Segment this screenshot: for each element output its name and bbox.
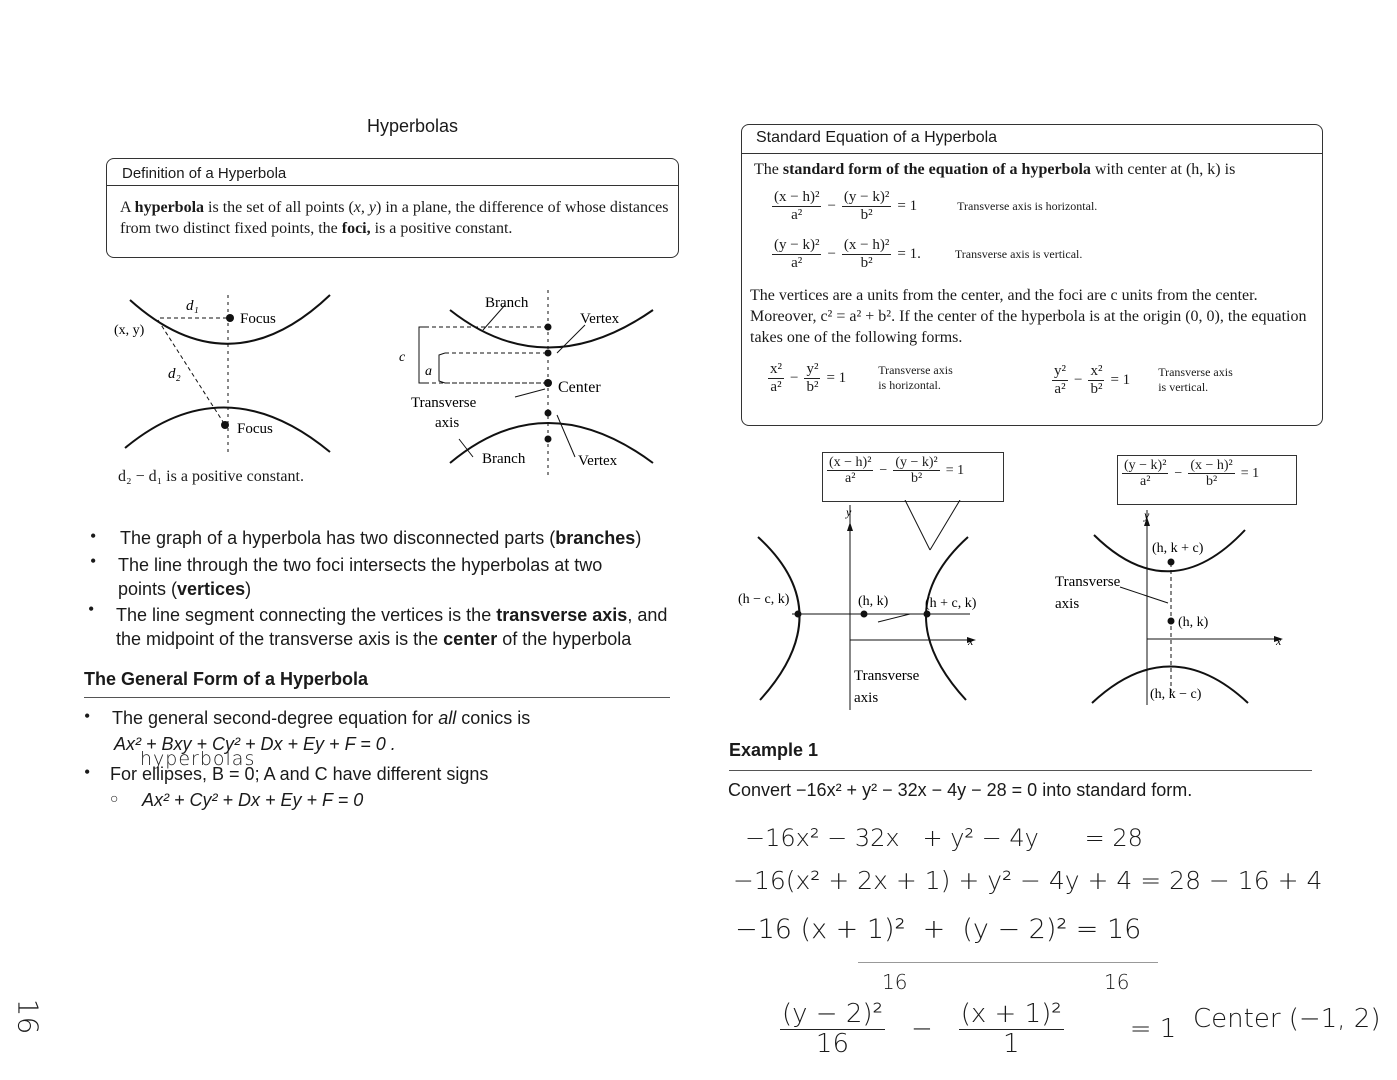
hyperbola-parts-figure — [395, 285, 665, 485]
graph1-center-point: (h, k) — [858, 594, 889, 609]
sub-bullet-circle: ○ — [110, 790, 119, 806]
fig1-caption: d₂ − d₁ is a positive constant. — [118, 468, 304, 485]
graph2-bottom-point: (h, k − c) — [1150, 687, 1202, 702]
graph2-x-label: x — [1276, 634, 1282, 648]
bullet-dot: • — [84, 706, 91, 726]
vertices-foci-text: The vertices are a units from the center, and the foci are c units from the center. Moreover, c² = a² + b². If the center of the hyperbola is at the origin (0, 0), the equation takes one of the following forms. — [750, 287, 1307, 346]
general-form-bullet-1: The general second-degree equation for all conics is — [112, 708, 531, 728]
vertex-bottom-label: Vertex — [578, 453, 618, 469]
handwritten-step-1: −16x² − 32x + y² − 4y = 28 — [745, 824, 1143, 852]
example-prompt: Convert −16x² + y² − 32x − 4y − 28 = 0 into standard form. — [728, 780, 1193, 800]
a-label: a — [425, 364, 432, 379]
standard-intro: The standard form of the equation of a hyperbola with center at (h, k) is — [754, 161, 1236, 178]
bullet-branches: The graph of a hyperbola has two disconnected parts (branches) — [120, 528, 642, 548]
bullet-dot: • — [84, 762, 91, 782]
graph1-left-point: (h − c, k) — [738, 592, 790, 607]
standard-equation-horizontal: $\frac{\text{(x − h)²}}{\text{a²}}$ − $\frac{\text{(y − k)²}}{\text{b²}}$ = 1 Transverse axis is horizontal. — [774, 189, 1098, 223]
hyperbola-general-equation: Ax² + Cy² + Dx + Ey + F = 0 — [142, 790, 364, 810]
graph1-y-label: y — [846, 505, 852, 519]
standard-equation-vertical: $\frac{\text{(y − k)²}}{\text{a²}}$ − $\frac{\text{(x − h)²}}{\text{b²}}$ = 1. Transverse axis is vertical. — [774, 237, 1083, 271]
handwritten-divisor-right: 16 — [1104, 970, 1130, 994]
divider — [84, 697, 670, 698]
graph1-axis: axis — [854, 690, 879, 706]
divider — [729, 770, 1312, 771]
graph2-center-point: (h, k) — [1178, 615, 1209, 630]
graph2-transverse: Transverse — [1055, 574, 1121, 590]
graph1-x-label: x — [968, 634, 974, 648]
graph2-equation-box: $\frac{\text{(y − k)²}}{\text{a²}}$ − $\frac{\text{(x − h)²}}{\text{b²}}$ = 1 — [1117, 455, 1297, 505]
point-label: (x, y) — [114, 323, 145, 338]
handwritten-step-3: −16 (x + 1)² + (y − 2)² = 16 — [735, 914, 1142, 945]
d1-label: d₁ — [186, 298, 199, 314]
hyperbola-definition-figure — [100, 280, 360, 480]
handwritten-step-2: −16(x² + 2x + 1) + y² − 4y + 4 = 28 − 16 + 4 — [733, 866, 1323, 895]
handwritten-center: Center (−1, 2) — [1193, 1004, 1381, 1034]
graph2-axis: axis — [1055, 596, 1080, 612]
vertex-top-label: Vertex — [580, 311, 620, 327]
page-title: Hyperbolas — [367, 116, 459, 136]
graph1-transverse: Transverse — [854, 668, 920, 684]
center-label: Center — [558, 379, 601, 396]
graph-horizontal-hyperbola — [730, 500, 1000, 715]
origin-equation-vertical: $\frac{\text{y²}}{\text{a²}}$ − $\frac{\text{x²}}{\text{b²}}$ = 1 Transverse axis is vertical. — [1054, 363, 1233, 397]
bullet-dot: • — [90, 526, 97, 546]
graph1-right-point: (h + c, k) — [925, 596, 977, 611]
example-heading: Example 1 — [729, 740, 819, 760]
handwritten-divider — [858, 962, 1158, 963]
bullet-dot: • — [88, 599, 95, 619]
transverse-label: Transverse — [411, 395, 477, 411]
bullet-vertices: The line through the two foci intersects the hyperbolas at two points (vertices) — [118, 555, 603, 599]
handwritten-divisor-left: 16 — [882, 970, 908, 994]
bullet-transverse: The line segment connecting the vertices is the transverse axis, and the midpoint of the transverse axis is the center of the hyperbola — [116, 605, 668, 649]
general-equation: Ax² + Bxy + Cy² + Dx + Ey + F = 0 . — [114, 734, 396, 754]
d2-label: d₂ — [168, 366, 181, 382]
handwritten-hyperbolas: hyperbolas — [140, 748, 256, 770]
standard-equation-box — [741, 124, 1323, 426]
handwritten-step-4: $\frac{\text{(y − 2)²}}{16}$ − $\frac{\text{(x + 1)²}}{1}$ = 1 — [782, 999, 1177, 1059]
general-form-bullet-2: For ellipses, B = 0; A and C have different signs — [110, 764, 489, 784]
bullet-dot: • — [90, 551, 97, 571]
definition-box — [106, 158, 679, 258]
focus-top-label: Focus — [240, 311, 276, 327]
standard-heading: Standard Equation of a Hyperbola — [756, 129, 998, 146]
definition-heading: Definition of a Hyperbola — [122, 165, 287, 182]
c-label: c — [399, 350, 406, 365]
axis-label: axis — [435, 415, 460, 431]
branch-top-label: Branch — [485, 295, 529, 311]
margin-note: 16 — [11, 998, 45, 1035]
general-form-heading: The General Form of a Hyperbola — [84, 669, 369, 689]
branch-bottom-label: Branch — [482, 451, 526, 467]
origin-equation-horizontal: $\frac{\text{x²}}{\text{a²}}$ − $\frac{\text{y²}}{\text{b²}}$ = 1 Transverse axis is horizontal. — [770, 361, 953, 395]
definition-text: A hyperbola is the set of all points (x, y) in a plane, the difference of whose distances from two distinct fixed points, the foci, is a positive constant. — [120, 199, 669, 237]
focus-bottom-label: Focus — [237, 421, 273, 437]
graph-vertical-hyperbola — [1040, 505, 1290, 710]
graph2-top-point: (h, k + c) — [1152, 541, 1204, 556]
graph1-equation-box: $\frac{\text{(x − h)²}}{\text{a²}}$ − $\frac{\text{(y − k)²}}{\text{b²}}$ = 1 — [822, 452, 1004, 502]
graph2-y-label: y — [1144, 508, 1150, 522]
